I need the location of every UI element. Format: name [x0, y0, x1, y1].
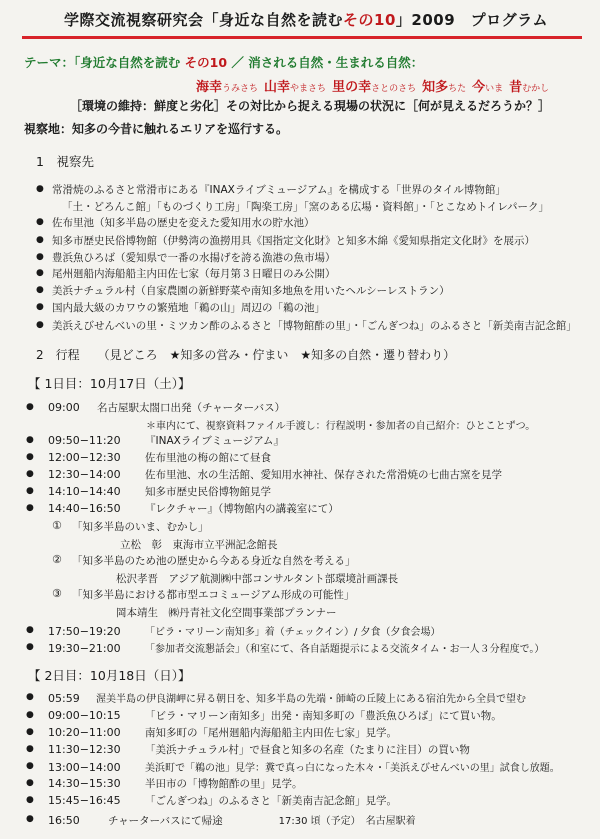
itinerary-time: 12:30−14:00: [48, 468, 121, 481]
bullet-dot-icon: ●: [26, 642, 34, 652]
section-1-heading: 1 視察先: [36, 154, 94, 169]
bullet-dot-icon: ●: [26, 761, 34, 771]
itinerary-row: [48, 433, 284, 448]
theme-word-reading: むかし: [522, 84, 550, 94]
itinerary-row: [48, 725, 397, 740]
itinerary-text: 南知多町の「尾州廻船内海船船主内田佐七家」見学。: [145, 727, 397, 739]
bullet-dot-icon: ●: [36, 302, 44, 312]
theme-word-reading: さとのさち: [371, 84, 417, 94]
itinerary-text: 「ごんぎつね」のふるさと「新美南吉記念館」見学。: [145, 795, 397, 807]
theme-word: 昔: [509, 80, 523, 95]
theme-word: 海幸: [196, 80, 223, 95]
bullet-dot-icon: ●: [26, 692, 34, 702]
lecture-title: 「知多半島における都市型エコミュージアム形成の可能性」: [72, 589, 355, 601]
theme-word-reading: やまさち: [290, 84, 327, 94]
theme-word-reading: ちた: [448, 84, 467, 94]
theme-word-reading: いま: [485, 84, 504, 94]
theme-word: 知多: [422, 80, 449, 95]
itinerary-time: 11:30−12:30: [48, 743, 121, 756]
itinerary-text: 名古屋駅太閤口出発（チャーターバス）: [97, 402, 286, 414]
itinerary-row: [48, 400, 285, 415]
itinerary-text: 「ビラ・マリーン南知多」着（チェックイン）/ 夕食（夕食会場）: [145, 627, 441, 638]
itinerary-row: [48, 759, 560, 774]
visit-site-item: 豊浜魚ひろば（愛知県で一番の水揚げを誇る漁港の魚市場）: [52, 252, 336, 264]
bullet-dot-icon: ●: [26, 625, 34, 635]
visit-area: 視察地：知多の今昔に触れるエリアを巡行する。: [24, 122, 289, 136]
itinerary-time: 10:20−11:00: [48, 726, 121, 739]
itinerary-text: チャーターバスにて帰途: [108, 815, 223, 827]
bullet-dot-icon: ●: [36, 235, 44, 245]
itinerary-time: 14:30−15:30: [48, 777, 121, 790]
bullet-dot-icon: ●: [26, 744, 34, 754]
itinerary-row: [48, 623, 441, 638]
day2-header: 【 2日目：10月18日（日）】: [28, 668, 191, 683]
itinerary-time: 09:00: [48, 401, 80, 414]
title-highlight: その10: [343, 11, 396, 29]
lecture-title: 「知多半島のため池の歴史から今ある身近な自然を考える」: [72, 555, 356, 567]
theme-word-reading: うみさち: [222, 84, 259, 94]
bullet-dot-icon: ●: [26, 727, 34, 737]
bullet-dot-icon: ●: [26, 486, 34, 496]
itinerary-text: 知多市歴史民俗博物館見学: [145, 486, 271, 498]
lecture-speaker: 立松 彰 東海市立平洲記念館長: [120, 539, 278, 551]
arrival-note: 17:30 頃（予定） 名古屋駅着: [278, 816, 416, 827]
section-2-heading: 2 行程 （見どころ ★知多の営み・佇まい ★知多の自然・遷り替わり）: [36, 348, 456, 362]
itinerary-text: 「参加者交流懇話会」（和室にて、各自話題提示による交流タイム・お一人３分程度で。）: [145, 644, 545, 655]
visit-site-item: 佐布里池（知多半島の歴史を変えた愛知用水の貯水池）: [52, 217, 315, 229]
itinerary-text: 佐布里池の梅の館にて昼食: [145, 452, 271, 464]
bullet-dot-icon: ●: [26, 814, 34, 824]
itinerary-time: 14:40−16:50: [48, 502, 121, 515]
bullet-dot-icon: ●: [26, 435, 34, 445]
visit-site-item: 「土・どろんこ館」「ものづくり工房」「陶楽工房」「窯のある広場・資料館」・「とこなめトイレパーク」: [62, 201, 549, 213]
itinerary-text: 美浜町で「鵜の池」見学：糞で真っ白になった木々・「美浜えびせんべいの里」試食し放題。: [145, 763, 560, 774]
itinerary-text: 渥美半島の伊良湖岬に昇る朝日を、知多半島の先端・師崎の丘陵上にある宿泊先から全員で望む: [96, 694, 526, 705]
itinerary-row: [48, 450, 271, 465]
visit-site-item: 国内最大級のカワウの繁殖地「鵜の山」周辺の「鵜の池」: [52, 302, 325, 314]
theme-suffix: ／ 消される自然・生まれる自然：: [231, 55, 424, 70]
bullet-dot-icon: ●: [26, 795, 34, 805]
lecture-number: ③: [52, 587, 62, 600]
title-prefix: 学際交流視察研究会「身近な自然を読む: [64, 11, 344, 29]
itinerary-text: 『レクチャー』（博物館内の講義室にて）: [145, 503, 339, 515]
itinerary-time: 09:00−10:15: [48, 709, 121, 722]
itinerary-row: [48, 640, 544, 655]
itinerary-text: 『INAXライブミュージアム』: [145, 435, 285, 447]
itinerary-time: 19:30−21:00: [48, 642, 121, 655]
theme-word: 山幸: [264, 80, 291, 95]
itinerary-row: [48, 484, 271, 499]
bullet-dot-icon: ●: [36, 268, 44, 278]
bullet-dot-icon: ●: [26, 402, 34, 412]
bullet-dot-icon: ●: [26, 452, 34, 462]
lecture-title: 「知多半島のいま、むかし」: [72, 521, 209, 533]
theme-highlight: その10: [184, 55, 228, 70]
theme-line-1: [24, 53, 423, 71]
day1-header: 【 1日目：10月17日（土）】: [28, 376, 191, 391]
theme-line-2: [196, 76, 555, 95]
bullet-dot-icon: ●: [36, 320, 44, 330]
itinerary-time: 13:00−14:00: [48, 761, 121, 774]
itinerary-time: 16:50: [48, 814, 80, 827]
itinerary-time: 12:00−12:30: [48, 451, 121, 464]
visit-site-item: 尾州廻船内海船船主内田佐七家（毎月第３日曜日のみ公開）: [52, 268, 336, 280]
itinerary-text: 「美浜ナチュラル村」で昼食と知多の名産（たまりに注目）の買い物: [145, 744, 470, 756]
itinerary-time: 05:59: [48, 692, 80, 705]
bullet-dot-icon: ●: [26, 469, 34, 479]
itinerary-row: [48, 501, 339, 516]
itinerary-time: 17:50−19:20: [48, 625, 121, 638]
visit-site-item: 美浜ナチュラル村（自家農園の新鮮野菜や南知多地魚を用いたヘルシーレストラン）: [52, 285, 450, 297]
theme-prefix: テーマ：「身近な自然を読む: [24, 55, 181, 70]
theme-word: 里の幸: [332, 80, 372, 95]
page-title: [64, 9, 548, 30]
title-suffix: 」2009 プログラム: [395, 11, 548, 29]
visit-site-item: 常滑焼のふるさと常滑市にある『INAXライブミュージアム』を構成する「世界のタイル博物館」: [52, 184, 506, 196]
itinerary-row: [48, 776, 303, 791]
visit-site-item: 美浜えびせんべいの里・ミツカン酢のふるさと「博物館酢の里」・「ごんぎつね」のふるさと「新美南吉記念館」: [52, 320, 577, 332]
itinerary-row: [48, 467, 502, 482]
itinerary-row: [48, 812, 416, 828]
itinerary-row: [48, 742, 470, 757]
theme-word: 今: [472, 80, 486, 95]
itinerary-note: ＊車内にて、視察資料ファイル手渡し：行程説明・参加者の自己紹介：ひとことずつ。: [146, 421, 536, 432]
lecture-speaker: 松沢孝晋 アジア航測㈱中部コンサルタント部環境計画課長: [116, 573, 399, 585]
bullet-dot-icon: ●: [36, 217, 44, 227]
bullet-dot-icon: ●: [36, 285, 44, 295]
itinerary-row: [48, 793, 397, 808]
bullet-dot-icon: ●: [36, 184, 44, 194]
itinerary-time: 14:10−14:40: [48, 485, 121, 498]
itinerary-text: 「ビラ・マリーン南知多」出発・南知多町の「豊浜魚ひろば」にて買い物。: [145, 710, 502, 722]
lecture-number: ②: [52, 553, 62, 566]
itinerary-time: 09:50−11:20: [48, 434, 121, 447]
itinerary-text: 佐布里池、水の生活館、愛知用水神社、保存された常滑焼の七曲古窯を見学: [145, 469, 502, 481]
lecture-number: ①: [52, 519, 62, 532]
itinerary-row: [48, 708, 502, 723]
visit-site-item: 知多市歴史民俗博物館（伊勢湾の漁撈用具《国指定文化財》と知多木綿《愛知県指定文化財》を展示）: [52, 235, 535, 247]
bullet-dot-icon: ●: [36, 252, 44, 262]
theme-line-3: ［環境の維持：鮮度と劣化］その対比から捉える現場の状況に［何が見えるだろうか？］: [70, 99, 551, 113]
bullet-dot-icon: ●: [26, 778, 34, 788]
lecture-speaker: 岡本靖生 ㈱丹青社文化空間事業部プランナー: [116, 607, 337, 619]
bullet-dot-icon: ●: [26, 710, 34, 720]
title-divider: [22, 36, 582, 39]
itinerary-row: [48, 690, 526, 705]
itinerary-text: 半田市の「博物館酢の里」見学。: [145, 778, 303, 790]
itinerary-time: 15:45−16:45: [48, 794, 121, 807]
bullet-dot-icon: ●: [26, 503, 34, 513]
